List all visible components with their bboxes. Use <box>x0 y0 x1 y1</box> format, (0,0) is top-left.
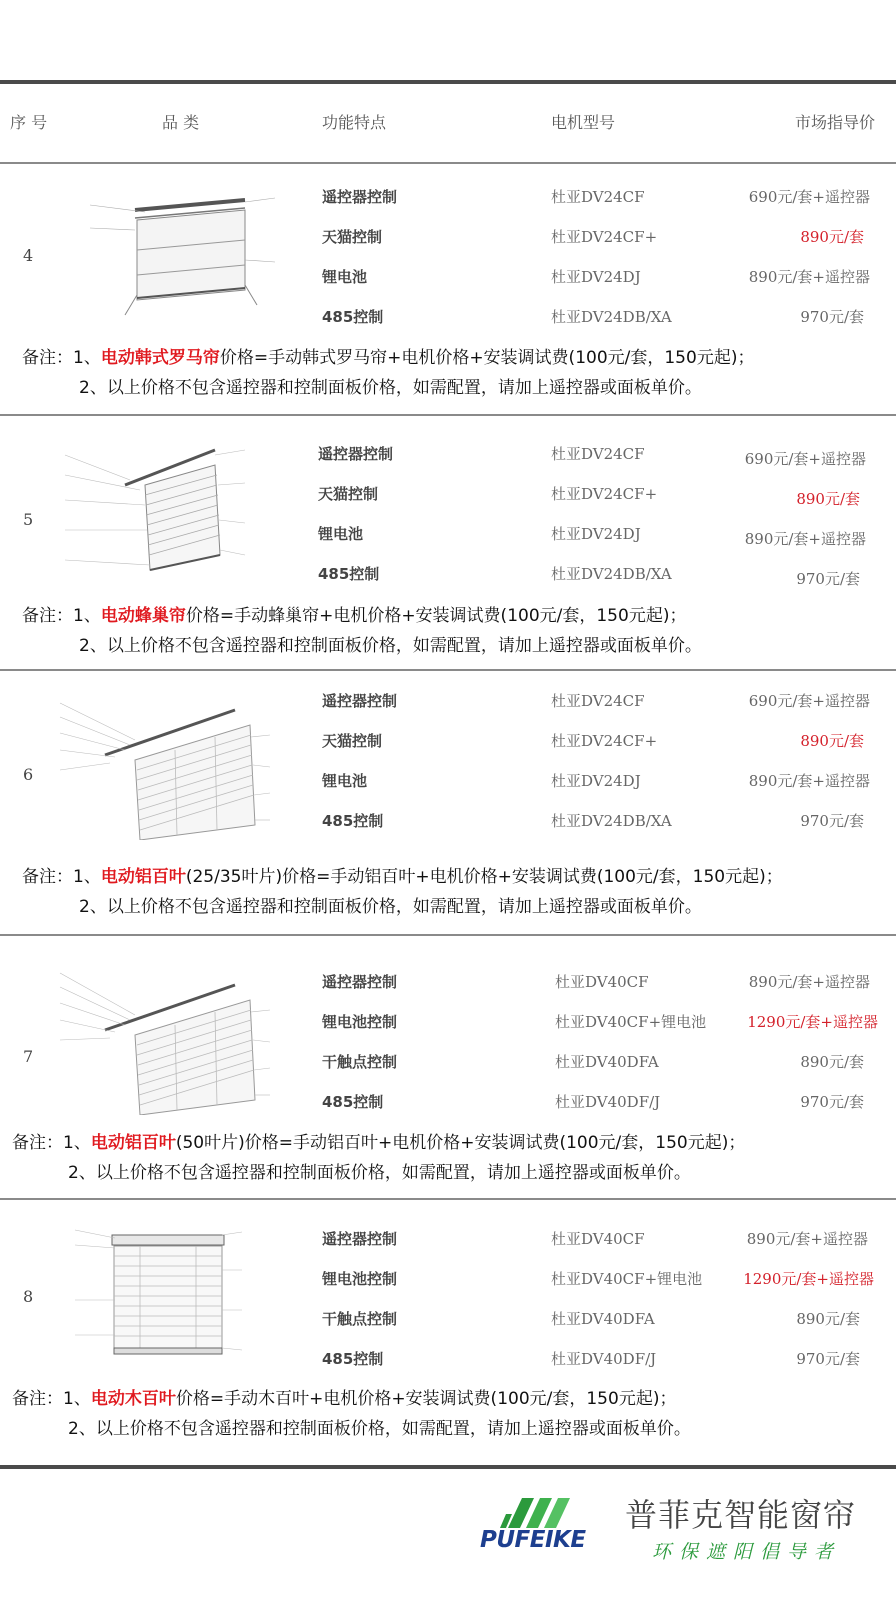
price-value: 890元/套+遥控器 <box>748 772 870 790</box>
section-seq: 5 <box>23 510 34 529</box>
note-line-1: 备注：1、电动铝百叶(50叶片)价格=手动铝百叶+电机价格+安装调试费(100元/套，150元起)； <box>12 1133 746 1153</box>
motor-model: 杜亚DV40CF+锂电池 <box>551 1270 703 1288</box>
table-row <box>0 1091 896 1113</box>
price-value: 890元/套+遥控器 <box>746 1230 868 1248</box>
note-line-2: 2、以上价格不包含遥控器和控制面板价格，如需配置，请加上遥控器或面板单价。 <box>79 378 702 398</box>
motor-model: 杜亚DV24CF+ <box>551 228 658 246</box>
table-row <box>0 523 896 548</box>
brand-name-cn: 普菲克智能窗帘 <box>625 1496 857 1534</box>
motor-model: 杜亚DV24DB/XA <box>551 308 672 326</box>
top-rule <box>0 80 896 84</box>
price-value: 890元/套+遥控器 <box>744 530 866 548</box>
table-row <box>0 226 896 248</box>
table-row <box>0 1348 896 1370</box>
feature-label: 485控制 <box>318 565 380 583</box>
motor-model: 杜亚DV40DF/J <box>551 1350 657 1368</box>
table-row <box>0 690 896 712</box>
note-line-1: 备注：1、电动韩式罗马帘价格=手动韩式罗马帘+电机价格+安装调试费(100元/套，150元起)； <box>22 348 755 368</box>
feature-label: 干触点控制 <box>322 1053 398 1071</box>
motor-model: 杜亚DV24CF <box>551 188 645 206</box>
leaf-stripes-icon <box>478 1490 598 1530</box>
table-row <box>0 483 896 508</box>
price-value: 690元/套+遥控器 <box>748 188 870 206</box>
roman-shade-diagram-illustration <box>85 190 290 320</box>
price-value: 970元/套 <box>800 1093 864 1111</box>
price-value: 890元/套+遥控器 <box>748 268 870 286</box>
note-line-2: 2、以上价格不包含遥控器和控制面板价格，如需配置，请加上遥控器或面板单价。 <box>79 897 702 917</box>
price-value: 970元/套 <box>796 570 860 588</box>
note-highlight: 电动木百叶 <box>90 1389 176 1409</box>
table-row <box>0 1308 896 1330</box>
table-row <box>0 306 896 328</box>
feature-label: 天猫控制 <box>322 732 383 750</box>
feature-label: 485控制 <box>322 812 384 830</box>
table-row <box>0 1268 896 1290</box>
feature-label: 天猫控制 <box>318 485 379 503</box>
feature-label: 遥控器控制 <box>322 1230 398 1248</box>
motor-model: 杜亚DV24DB/XA <box>551 812 672 830</box>
motor-model: 杜亚DV40CF <box>551 1230 645 1248</box>
feature-label: 遥控器控制 <box>322 973 398 991</box>
feature-label: 锂电池 <box>318 525 364 543</box>
header-price: 市场指导价 <box>795 113 876 132</box>
feature-label: 锂电池 <box>322 268 368 286</box>
table-row <box>0 770 896 792</box>
note-line-1: 备注：1、电动木百叶价格=手动木百叶+电机价格+安装调试费(100元/套，150元起)； <box>12 1389 677 1409</box>
price-value: 890元/套 <box>800 732 864 750</box>
price-value: 890元/套 <box>796 490 860 508</box>
table-row <box>0 730 896 752</box>
motor-model: 杜亚DV40DF/J <box>555 1093 661 1111</box>
feature-label: 天猫控制 <box>322 228 383 246</box>
feature-label: 485控制 <box>322 308 384 326</box>
table-row <box>0 810 896 832</box>
table-row <box>0 1051 896 1073</box>
footer-rule <box>0 1465 896 1469</box>
price-value: 890元/套 <box>796 1310 860 1328</box>
feature-label: 遥控器控制 <box>318 445 394 463</box>
header-seq: 序 号 <box>10 113 48 132</box>
price-value: 690元/套+遥控器 <box>744 450 866 468</box>
motor-model: 杜亚DV24CF+ <box>551 732 658 750</box>
table-row <box>0 266 896 288</box>
table-row <box>0 1228 896 1250</box>
brand-slogan: 环保遮阳倡导者 <box>652 1541 842 1563</box>
motor-model: 杜亚DV40CF+锂电池 <box>555 1013 707 1031</box>
note-line-2: 2、以上价格不包含遥控器和控制面板价格，如需配置，请加上遥控器或面板单价。 <box>68 1163 691 1183</box>
price-value: 1290元/套+遥控器 <box>743 1270 874 1288</box>
roman-shade-diagram-icon <box>85 190 290 320</box>
section-divider <box>0 669 896 671</box>
feature-label: 干触点控制 <box>322 1310 398 1328</box>
note-line-1: 备注：1、电动蜂巢帘价格=手动蜂巢帘+电机价格+安装调试费(100元/套，150元起)； <box>22 606 687 626</box>
section-seq: 7 <box>23 1047 34 1066</box>
motor-model: 杜亚DV24DJ <box>551 525 641 543</box>
honeycomb-shade-diagram-illustration <box>55 445 290 580</box>
motor-model: 杜亚DV24DJ <box>551 772 641 790</box>
feature-label: 锂电池控制 <box>322 1270 398 1288</box>
feature-label: 锂电池控制 <box>322 1013 398 1031</box>
price-value: 1290元/套+遥控器 <box>747 1013 878 1031</box>
table-row <box>0 443 896 468</box>
note-highlight: 电动铝百叶 <box>100 867 186 887</box>
honeycomb-shade-diagram-icon <box>55 445 290 580</box>
note-highlight: 电动韩式罗马帘 <box>100 348 220 368</box>
note-highlight: 电动蜂巢帘 <box>100 606 186 626</box>
table-row <box>0 971 896 993</box>
motor-model: 杜亚DV24CF+ <box>551 485 658 503</box>
section-seq: 4 <box>23 246 34 265</box>
motor-model: 杜亚DV40DFA <box>555 1053 659 1071</box>
header-category: 品 类 <box>162 113 200 132</box>
feature-label: 锂电池 <box>322 772 368 790</box>
price-value: 890元/套+遥控器 <box>748 973 870 991</box>
price-value: 690元/套+遥控器 <box>748 692 870 710</box>
table-row <box>0 186 896 208</box>
table-row <box>0 1011 896 1033</box>
header-motor: 电机型号 <box>551 113 616 132</box>
section-divider <box>0 1198 896 1200</box>
section-divider <box>0 934 896 936</box>
note-line-1: 备注：1、电动铝百叶(25/35叶片)价格=手动铝百叶+电机价格+安装调试费(100元/套，150元起)； <box>22 867 783 887</box>
price-value: 970元/套 <box>800 308 864 326</box>
motor-model: 杜亚DV24DB/XA <box>551 565 672 583</box>
table-row <box>0 563 896 588</box>
motor-model: 杜亚DV24DJ <box>551 268 641 286</box>
section-seq: 8 <box>23 1287 34 1306</box>
motor-model: 杜亚DV40DFA <box>551 1310 655 1328</box>
price-value: 890元/套 <box>800 1053 864 1071</box>
price-value: 890元/套 <box>800 228 864 246</box>
feature-label: 485控制 <box>322 1093 384 1111</box>
note-line-2: 2、以上价格不包含遥控器和控制面板价格，如需配置，请加上遥控器或面板单价。 <box>79 636 702 656</box>
motor-model: 杜亚DV24CF <box>551 692 645 710</box>
section-divider <box>0 414 896 416</box>
feature-label: 485控制 <box>322 1350 384 1368</box>
note-highlight: 电动铝百叶 <box>90 1133 176 1153</box>
header-divider <box>0 162 896 164</box>
feature-label: 遥控器控制 <box>322 692 398 710</box>
motor-model: 杜亚DV24CF <box>551 445 645 463</box>
header-features: 功能特点 <box>322 113 387 132</box>
price-value: 970元/套 <box>800 812 864 830</box>
section-seq: 6 <box>23 765 34 784</box>
motor-model: 杜亚DV40CF <box>555 973 649 991</box>
brand-name-en: PUFEIKE <box>480 1527 586 1553</box>
note-line-2: 2、以上价格不包含遥控器和控制面板价格，如需配置，请加上遥控器或面板单价。 <box>68 1419 691 1439</box>
feature-label: 遥控器控制 <box>322 188 398 206</box>
price-value: 970元/套 <box>796 1350 860 1368</box>
